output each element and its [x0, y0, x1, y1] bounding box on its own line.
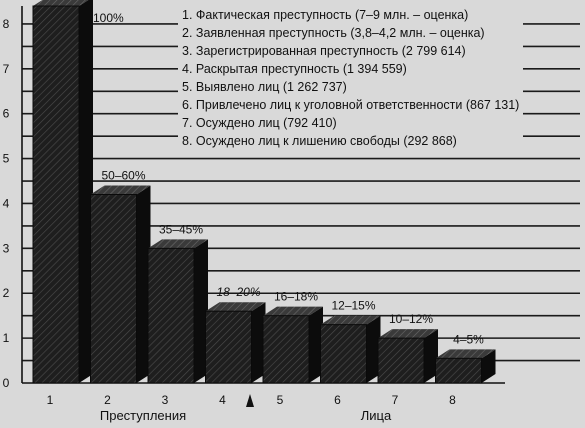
- category-label: 7: [391, 393, 399, 407]
- category-label: 3: [161, 393, 169, 407]
- bar-1: [33, 0, 93, 383]
- y-tick-label: 5: [2, 151, 10, 166]
- bar-front: [148, 248, 194, 383]
- bar-7: [378, 329, 438, 383]
- bar-value-label: 4–5%: [453, 332, 484, 347]
- bar-value-label: 100%: [93, 11, 124, 25]
- bar-front: [206, 311, 252, 383]
- bar-front: [436, 358, 482, 383]
- category-label: 4: [219, 393, 226, 407]
- bar-3: [148, 239, 208, 383]
- group-label-crimes: Преступления: [99, 408, 187, 423]
- bar-front: [33, 6, 79, 383]
- y-tick-label: 0: [2, 376, 10, 390]
- group-label-persons: Лица: [360, 408, 392, 423]
- bar-8: [436, 349, 496, 383]
- y-tick-label: 1: [2, 331, 10, 346]
- bar-6: [321, 316, 381, 383]
- legend-item-5: 5. Выявлено лиц (1 262 737): [182, 80, 347, 94]
- category-label: 8: [449, 393, 456, 407]
- y-tick-label: 3: [2, 241, 10, 256]
- bar-front: [378, 338, 424, 383]
- bar-front: [263, 316, 309, 383]
- bar-value-label: 35–45%: [158, 222, 204, 237]
- y-tick-label: 8: [2, 16, 10, 31]
- legend-item-3: 3. Зарегистрированная преступность (2 799 614): [182, 44, 466, 58]
- bar-5: [263, 307, 323, 383]
- y-tick-label: 6: [2, 106, 10, 121]
- category-label: 5: [276, 393, 284, 407]
- category-label: 6: [334, 393, 341, 407]
- bar-value-label: 50–60%: [101, 168, 146, 183]
- bar-value-label: 10–12%: [388, 312, 434, 327]
- bar-4: [206, 302, 266, 383]
- legend-item-2: 2. Заявленная преступность (3,8–4,2 млн. – оценка): [182, 26, 485, 40]
- legend-item-1: 1. Фактическая преступность (7–9 млн. – оценка): [182, 8, 469, 22]
- bar-value-label: 16–18%: [273, 289, 319, 304]
- bar-front: [91, 195, 137, 384]
- legend: [178, 4, 523, 151]
- y-tick-label: 2: [2, 286, 10, 301]
- legend-item-8: 8. Осуждено лиц к лишению свободы (292 868): [182, 134, 457, 148]
- legend-item-4: 4. Раскрытая преступность (1 394 559): [182, 62, 407, 76]
- group-divider-marker: [246, 394, 254, 407]
- legend-item-7: 7. Осуждено лиц (792 410): [182, 116, 337, 130]
- y-tick-label: 4: [2, 196, 10, 211]
- category-label: 2: [104, 393, 111, 407]
- bar-front: [321, 325, 367, 383]
- y-tick-label: 7: [2, 61, 10, 76]
- bar-value-label: 18–20%: [216, 285, 261, 300]
- bar-2: [91, 186, 151, 384]
- category-label: 1: [46, 393, 54, 407]
- legend-item-6: 6. Привлечено лиц к уголовной ответственности (867 131): [182, 98, 520, 112]
- bar-value-label: 12–15%: [331, 298, 376, 313]
